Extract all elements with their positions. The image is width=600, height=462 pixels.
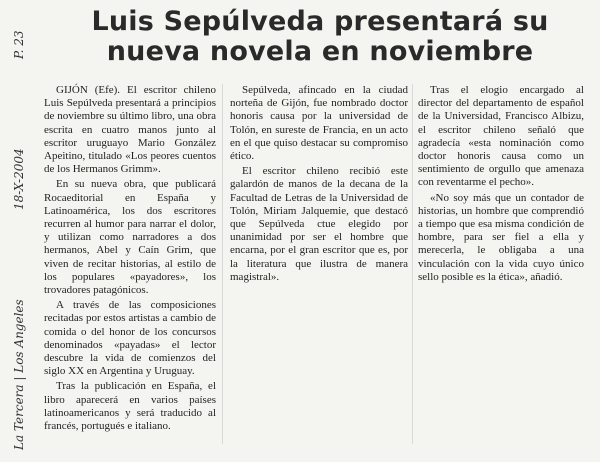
article-column-2 bbox=[230, 84, 408, 286]
paragraph: Sepúlveda, afincado en la ciudad norteña de Gijón, fue nombrado doctor honoris causa por la universidad de Tolón, en sureste de Francia, en un acto en el que quiso destacar su compromiso ético. bbox=[230, 84, 408, 163]
headline-line-1: Luis Sepúlveda presentará su bbox=[91, 6, 549, 37]
date-note: 18-X-2004 bbox=[12, 148, 26, 210]
source-note: La Tercera | Los Angeles bbox=[12, 299, 26, 450]
paragraph: A través de las composiciones recitadas por estos artistas a cambio de comida o del honor de los concursos denominados «payadas» el lector descubre la vida de comienzos del siglo XX en Argentina y Uruguay. bbox=[44, 299, 216, 378]
paragraph: Tras el elogio encargado al director del departamento de español de la Universidad, Francisco Albizu, el escritor chileno señaló que agradecía «esta nominación como doctor honoris causa como un sentimiento de orgullo que amenaza con reventarme el pecho». bbox=[418, 84, 584, 189]
handwritten-source-note bbox=[2, 30, 36, 450]
column-divider bbox=[412, 84, 413, 444]
paragraph: Tras la publicación en España, el libro aparecerá en varios países latinoamericanos y será traducido al francés, portugués e italiano. bbox=[44, 380, 216, 433]
article-column-1 bbox=[44, 84, 216, 435]
paragraph: GIJÓN (Efe). El escritor chileno Luis Sepúlveda presentará a principios de noviembre su último libro, una obra escrita en cuatro manos junto al escritor uruguayo Mario González Apeitino, titulado «Los peores cuentos de los Hermanos Grimm». bbox=[44, 84, 216, 176]
page-note: P. 23 bbox=[12, 30, 26, 59]
article-column-3 bbox=[418, 84, 584, 286]
column-divider bbox=[222, 84, 223, 444]
paragraph: «No soy más que un contador de historias, un hombre que comprendió a tiempo que esa misma condición de hombre, para ser fiel a ella y merecerla, le obligaba a una vinculación con la vida cuyo único sello posible es la ética», añadió. bbox=[418, 191, 584, 283]
paragraph: En su nueva obra, que publicará Rocaeditorial en España y Latinoamérica, los dos escritores recurren al humor para narrar el dolor, y utilizan como narradores a dos hermanos, Abel y Caín Grim, que viven de recitar historias, al estilo de los populares «payadores», los trovadores patagónicos. bbox=[44, 178, 216, 297]
paragraph: El escritor chileno recibió este galardón de manos de la decana de la Facultad de Letras de la Universidad de Tolón, Miriam Jalquemie, que destacó que Sepúlveda ctue elegido por unanimidad por ser el hombre que encarna, por el gran escritor que es, por la literatura que ilustra de manera magistral». bbox=[230, 165, 408, 283]
headline-line-2: nueva novela en noviembre bbox=[106, 36, 534, 67]
